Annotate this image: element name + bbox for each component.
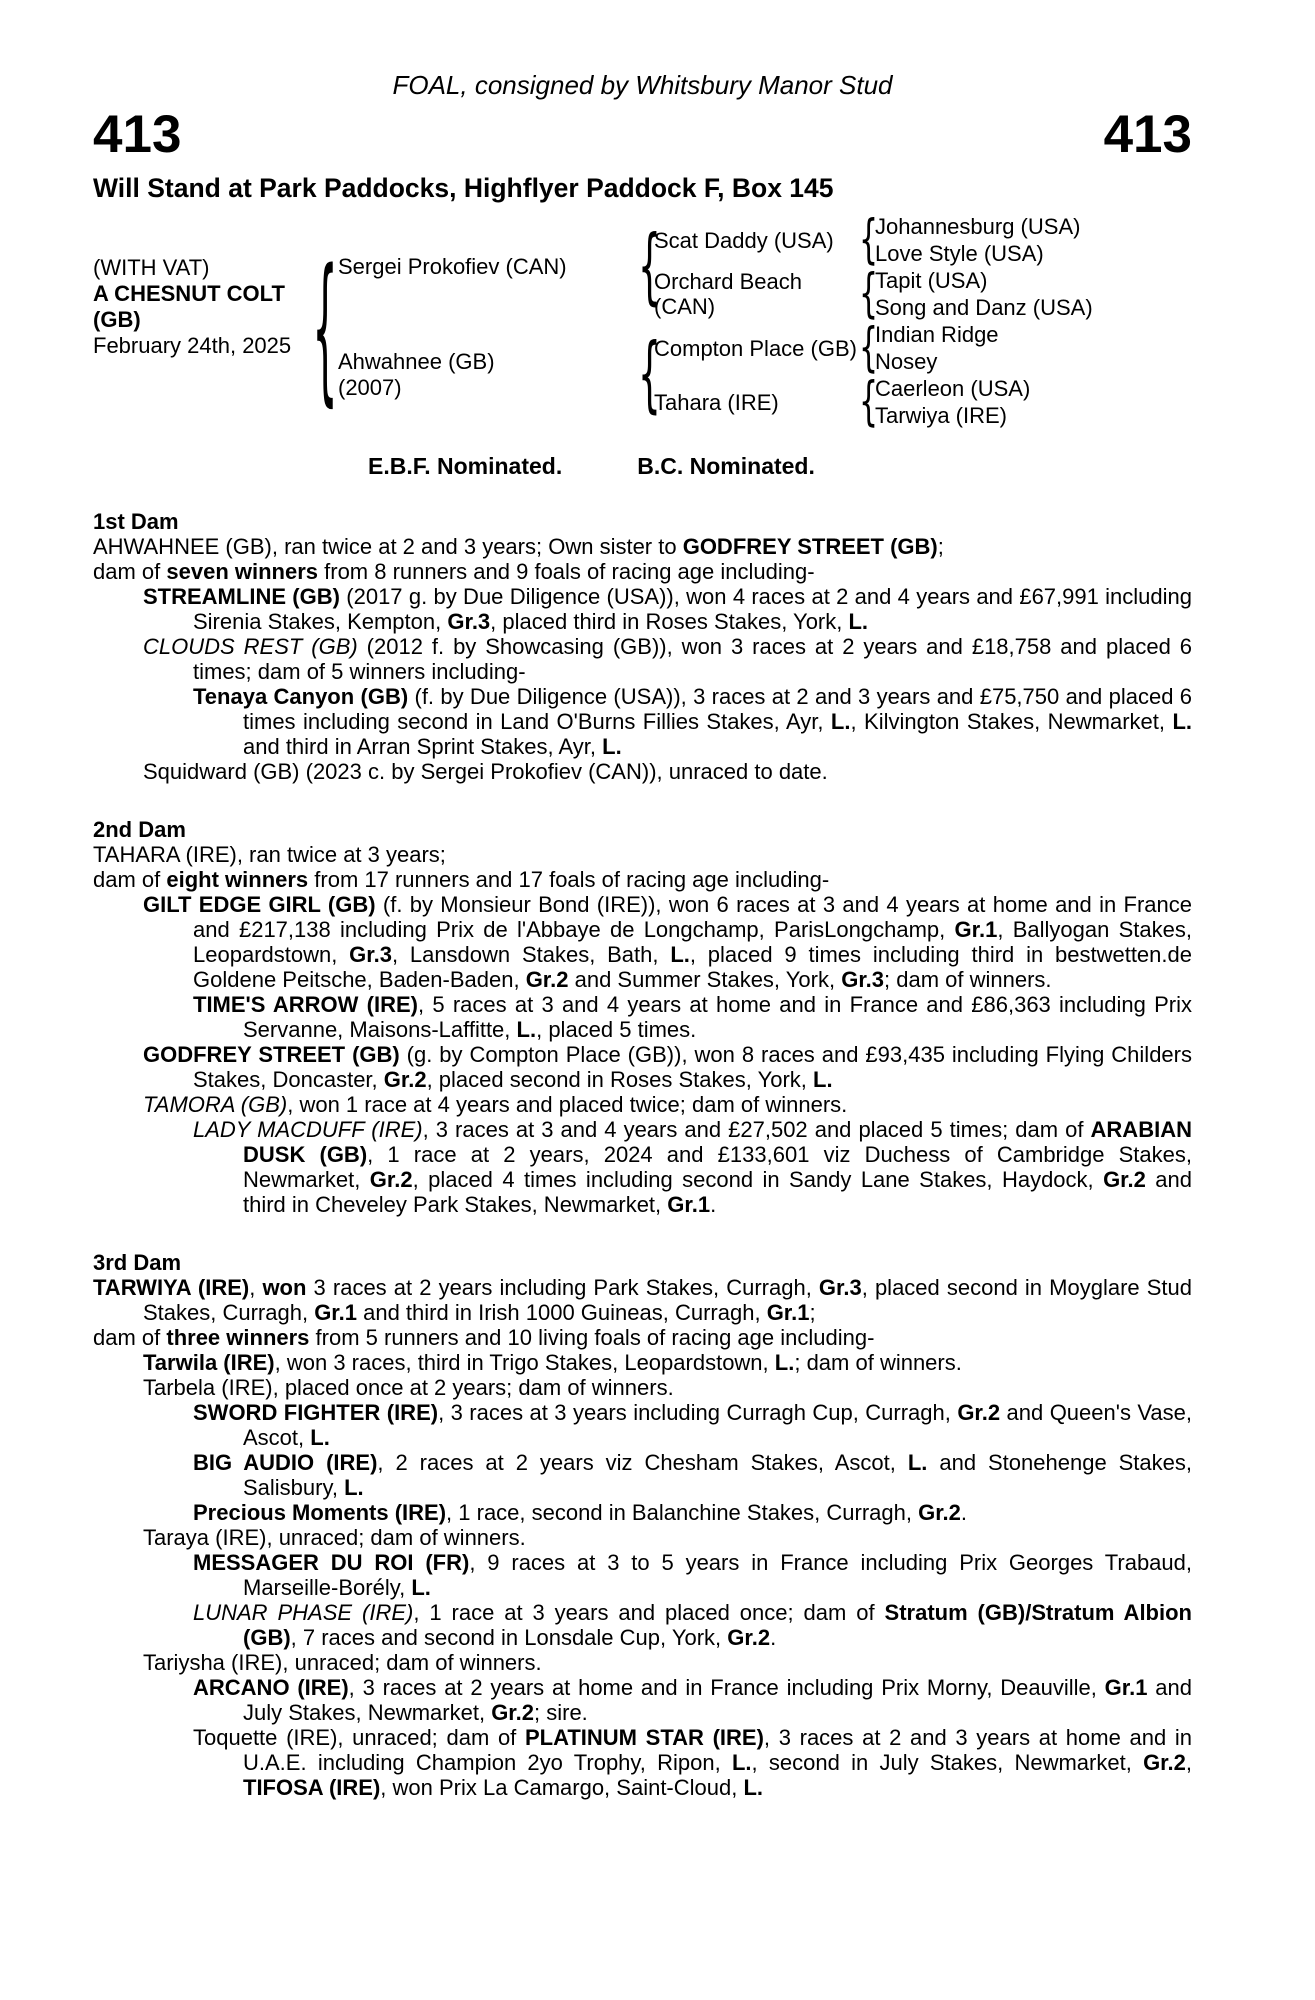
sire-dam-group bbox=[654, 263, 1192, 325]
pedigree-gen3-name: Nosey bbox=[875, 349, 938, 374]
dam-group bbox=[338, 317, 1192, 433]
pedigree-table bbox=[93, 209, 1192, 433]
ebf-nominated-label: E.B.F. Nominated. bbox=[368, 453, 563, 479]
dam-dam-parents bbox=[875, 375, 1192, 429]
pedigree-paragraph: STREAMLINE (GB) (2017 g. by Due Diligence (USA)), won 4 races at 2 and 4 years and £67,991 including Sirenia Stakes, Kempton, Gr.3, placed third in Roses Stakes, York, L. bbox=[143, 584, 1193, 634]
pedigree-brace-sire-sire: { bbox=[859, 209, 879, 271]
pedigree-paragraph: LUNAR PHASE (IRE), 1 race at 3 years and placed once; dam of Stratum (GB)/Stratum Albion (GB), 7 races and second in Lonsdale Cup, York, Gr.2. bbox=[193, 1600, 1192, 1650]
sire-parents-column bbox=[654, 209, 1192, 325]
pedigree-paragraph: Toquette (IRE), unraced; dam of PLATINUM STAR (IRE), 3 races at 2 and 3 years at home and in U.A.E. including Champion 2yo Trophy, Ripon, L., second in July Stakes, Newmarket, Gr.2, TIFOSA (IRE), won Prix La Camargo, Saint-Cloud, L. bbox=[193, 1725, 1192, 1800]
pedigree-paragraph: LADY MACDUFF (IRE), 3 races at 3 and 4 years and £27,502 and placed 5 times; dam of ARABIAN DUSK (GB), 1 race at 2 years, 2024 and £133,601 viz Duchess of Cambridge Stakes, Newmarket, Gr.2, placed 4 times including second in Sandy Lane Stakes, Haydock, Gr.2 and third in Cheveley Park Stakes, Newmarket, Gr.1. bbox=[193, 1117, 1192, 1217]
pedigree-paragraph: BIG AUDIO (IRE), 2 races at 2 years viz Chesham Stakes, Ascot, L. and Stonehenge Stakes, Salisbury, L. bbox=[193, 1450, 1192, 1500]
lot-number-left: 413 bbox=[93, 105, 182, 164]
vat-note: (WITH VAT) bbox=[93, 255, 210, 280]
subject-description: A CHESNUT COLT bbox=[93, 281, 285, 306]
pedigree-paragraph: MESSAGER DU ROI (FR), 9 races at 3 to 5 years in France including Prix Georges Trabaud, Marseille-Borély, L. bbox=[193, 1550, 1192, 1600]
pedigree-paragraph: Tenaya Canyon (GB) (f. by Due Diligence (USA)), 3 races at 2 and 3 years and £75,750 and placed 6 times including second in Land O'Burns Fillies Stakes, Ayr, L., Kilvington Stakes, Newmarket, L. and third in Arran Sprint Stakes, Ayr, L. bbox=[193, 684, 1192, 759]
dam-section bbox=[93, 509, 1192, 784]
pedigree-gen1-column bbox=[338, 209, 1192, 433]
sire-name: Sergei Prokofiev (CAN) bbox=[338, 254, 567, 279]
consignor-line: FOAL, consigned by Whitsbury Manor Stud bbox=[392, 70, 893, 100]
dam-dam-name: Tahara (IRE) bbox=[654, 389, 779, 415]
pedigree-brace-sire: { bbox=[638, 219, 661, 315]
dam-sire-group bbox=[654, 317, 1192, 379]
dam-section-heading: 3rd Dam bbox=[93, 1250, 182, 1275]
pedigree-tree bbox=[312, 209, 1192, 433]
pedigree-brace-gen1: { bbox=[312, 239, 338, 423]
pedigree-brace-dam: { bbox=[638, 327, 661, 423]
dam-section-heading: 2nd Dam bbox=[93, 817, 186, 842]
pedigree-paragraph: Tarwila (IRE), won 3 races, third in Trigo Stakes, Leopardstown, L.; dam of winners. bbox=[143, 1350, 962, 1375]
dam-name: Ahwahnee (GB) bbox=[338, 349, 495, 374]
pedigree-gen3-name: Love Style (USA) bbox=[875, 241, 1044, 266]
dam-name-block bbox=[338, 349, 638, 401]
pedigree-paragraph: dam of three winners from 5 runners and 10 living foals of racing age including- bbox=[93, 1325, 875, 1350]
pedigree-gen3-name: Indian Ridge bbox=[875, 322, 999, 347]
pedigree-paragraph: GODFREY STREET (GB) (g. by Compton Place (GB)), won 8 races and £93,435 including Flying Childers Stakes, Doncaster, Gr.2, placed second in Roses Stakes, York, L. bbox=[143, 1042, 1192, 1092]
sire-sire-name: Scat Daddy (USA) bbox=[654, 227, 834, 253]
pedigree-gen3-name: Song and Danz (USA) bbox=[875, 295, 1093, 320]
stand-location-line: Will Stand at Park Paddocks, Highflyer Paddock F, Box 145 bbox=[93, 173, 834, 203]
pedigree-paragraph: Tarbela (IRE), placed once at 2 years; dam of winners. bbox=[143, 1375, 674, 1400]
dam-section bbox=[93, 817, 1192, 1217]
lot-number-row bbox=[93, 105, 1192, 164]
pedigree-gen3-name: Johannesburg (USA) bbox=[875, 214, 1081, 239]
pedigree-paragraph: TIME'S ARROW (IRE), 5 races at 3 and 4 years at home and in France and £86,363 including Prix Servanne, Maisons-Laffitte, L., placed 5 times. bbox=[193, 992, 1192, 1042]
pedigree-paragraph: TAMORA (GB), won 1 race at 4 years and placed twice; dam of winners. bbox=[143, 1092, 848, 1117]
pedigree-paragraph: Tariysha (IRE), unraced; dam of winners. bbox=[143, 1650, 542, 1675]
pedigree-paragraph: SWORD FIGHTER (IRE), 3 races at 3 years including Curragh Cup, Curragh, Gr.2 and Queen's Vase, Ascot, L. bbox=[193, 1400, 1193, 1450]
sire-sire-group bbox=[654, 209, 1192, 271]
dam-year: (2007) bbox=[338, 375, 402, 400]
pedigree-brace-dam-dam: { bbox=[859, 371, 879, 433]
pedigree-paragraph: TARWIYA (IRE), won 3 races at 2 years including Park Stakes, Curragh, Gr.3, placed second in Moyglare Stud Stakes, Curragh, Gr.1 and third in Irish 1000 Guineas, Curragh, Gr.1; bbox=[93, 1275, 1192, 1325]
pedigree-paragraph: Precious Moments (IRE), 1 race, second in Balanchine Stakes, Curragh, Gr.2. bbox=[193, 1500, 968, 1525]
pedigree-paragraph: Taraya (IRE), unraced; dam of winners. bbox=[143, 1525, 526, 1550]
sire-dam-name: Orchard Beach (CAN) bbox=[654, 269, 802, 319]
dam-dam-group bbox=[654, 371, 1192, 433]
foaling-date: February 24th, 2025 bbox=[93, 333, 292, 358]
pedigree-paragraph: dam of eight winners from 17 runners and 17 foals of racing age including- bbox=[93, 867, 830, 892]
subject-suffix: (GB) bbox=[93, 307, 141, 332]
dam-sire-parents bbox=[875, 321, 1192, 375]
pedigree-gen3-name: Caerleon (USA) bbox=[875, 376, 1031, 401]
pedigree-paragraph: AHWAHNEE (GB), ran twice at 2 and 3 years; Own sister to GODFREY STREET (GB); bbox=[93, 534, 944, 559]
bc-nominated-label: B.C. Nominated. bbox=[637, 453, 815, 479]
pedigree-paragraph: Squidward (GB) (2023 c. by Sergei Prokofiev (CAN)), unraced to date. bbox=[143, 759, 828, 784]
pedigree-paragraph: dam of seven winners from 8 runners and 9 foals of racing age including- bbox=[93, 559, 815, 584]
dam-sections bbox=[93, 509, 1192, 1800]
pedigree-paragraph: TAHARA (IRE), ran twice at 3 years; bbox=[93, 842, 446, 867]
pedigree-paragraph: ARCANO (IRE), 3 races at 2 years at home and in France including Prix Morny, Deauville, Gr.1 and July Stakes, Newmarket, Gr.2; sire. bbox=[193, 1675, 1192, 1725]
sire-group bbox=[338, 209, 1192, 325]
pedigree-paragraph: GILT EDGE GIRL (GB) (f. by Monsieur Bond (IRE)), won 6 races at 3 and 4 years at home and in France and £217,138 including Prix de l'Abbaye de Longchamp, ParisLongchamp, Gr.1, Ballyogan Stakes, Leopardstown, Gr.3, Lansdown Stakes, Bath, L., placed 9 times including third in bestwetten.de Goldene Peitsche, Baden-Baden, Gr.2 and Summer Stakes, York, Gr.3; dam of winners. bbox=[143, 892, 1192, 992]
dam-sire-name: Compton Place (GB) bbox=[654, 335, 857, 361]
pedigree-paragraph: CLOUDS REST (GB) (2012 f. by Showcasing (GB)), won 3 races at 2 years and £18,758 and placed 6 times; dam of 5 winners including- bbox=[143, 634, 1192, 684]
dam-section-heading: 1st Dam bbox=[93, 509, 179, 534]
subject-details bbox=[93, 213, 312, 429]
dam-section bbox=[93, 1250, 1192, 1800]
pedigree-brace-sire-dam: { bbox=[859, 263, 879, 325]
nomination-row bbox=[93, 453, 1192, 479]
pedigree-brace-dam-sire: { bbox=[859, 317, 879, 379]
lot-number-right: 413 bbox=[1103, 105, 1192, 164]
page-content bbox=[93, 0, 1192, 1800]
pedigree-gen3-name: Tapit (USA) bbox=[875, 268, 988, 293]
sire-sire-parents bbox=[875, 213, 1192, 267]
sire-dam-parents bbox=[875, 267, 1192, 321]
pedigree-gen3-name: Tarwiya (IRE) bbox=[875, 403, 1008, 428]
dam-parents-column bbox=[654, 317, 1192, 433]
